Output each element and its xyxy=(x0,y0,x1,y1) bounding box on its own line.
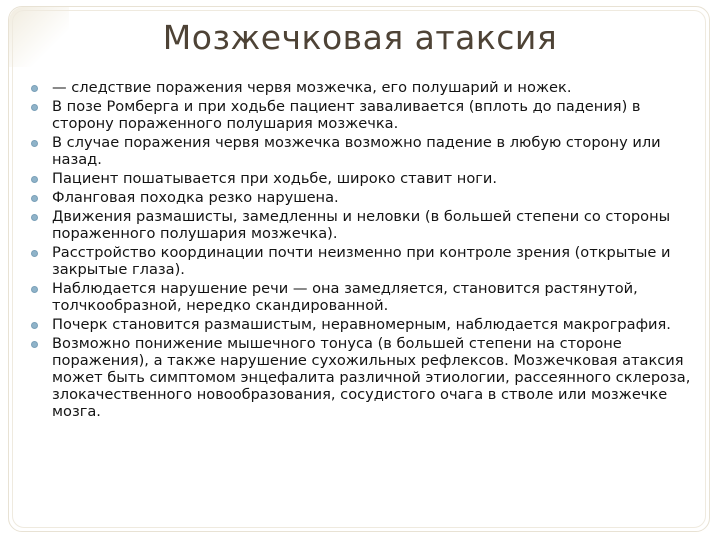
list-item xyxy=(28,335,698,420)
list-item xyxy=(28,208,698,242)
bullet-icon xyxy=(31,322,38,329)
list-item xyxy=(28,280,698,314)
list-item xyxy=(28,244,698,278)
bullet-icon xyxy=(31,214,38,221)
list-item-text: Движения размашисты, замедленны и неловки (в большей степени со стороны пораженного полушария мозжечка). xyxy=(52,208,671,242)
list-item-text: Возможно понижение мышечного тонуса (в большей степени на стороне поражения), а также нарушение сухожильных рефлексов. Мозжечковая атаксия может быть симптомом энцефалита различной этиологии, рассеянного склероза, злокачественного новообразования, сосудистого очага в стволе или мозжечке мозга. xyxy=(52,335,691,420)
bullet-icon xyxy=(31,104,38,111)
bullet-icon xyxy=(31,250,38,257)
list-item-text: В позе Ромберга и при ходьбе пациент заваливается (вплоть до падения) в сторону пораженного полушария мозжечка. xyxy=(52,98,641,132)
list-item-text: Пациент пошатывается при ходьбе, широко ставит ноги. xyxy=(52,170,498,187)
list-item xyxy=(28,316,698,333)
list-item-text: Фланговая походка резко нарушена. xyxy=(52,189,339,206)
list-item xyxy=(28,134,698,168)
list-item-text: Наблюдается нарушение речи — она замедляется, становится растянутой, толчкообразной, нередко скандированной. xyxy=(52,280,638,314)
bullet-icon xyxy=(31,176,38,183)
bullet-icon xyxy=(31,85,38,92)
list-item xyxy=(28,189,698,206)
list-item-text: — следствие поражения червя мозжечка, его полушарий и ножек. xyxy=(52,79,572,96)
slide-title: Мозжечковая атаксия xyxy=(162,18,558,57)
list-item-text: Расстройство координации почти неизменно при контроле зрения (открытые и закрытые глаза). xyxy=(52,244,671,278)
bullet-icon xyxy=(31,195,38,202)
bullet-icon xyxy=(31,341,38,348)
bullet-icon xyxy=(31,140,38,147)
list-item xyxy=(28,170,698,187)
list-item xyxy=(28,79,698,96)
list-item xyxy=(28,98,698,132)
list-item-text: Почерк становится размашистым, неравномерным, наблюдается макрография. xyxy=(52,316,671,333)
bullet-icon xyxy=(31,286,38,293)
bullet-list xyxy=(28,79,698,422)
list-item-text: В случае поражения червя мозжечка возможно падение в любую сторону или назад. xyxy=(52,134,661,168)
